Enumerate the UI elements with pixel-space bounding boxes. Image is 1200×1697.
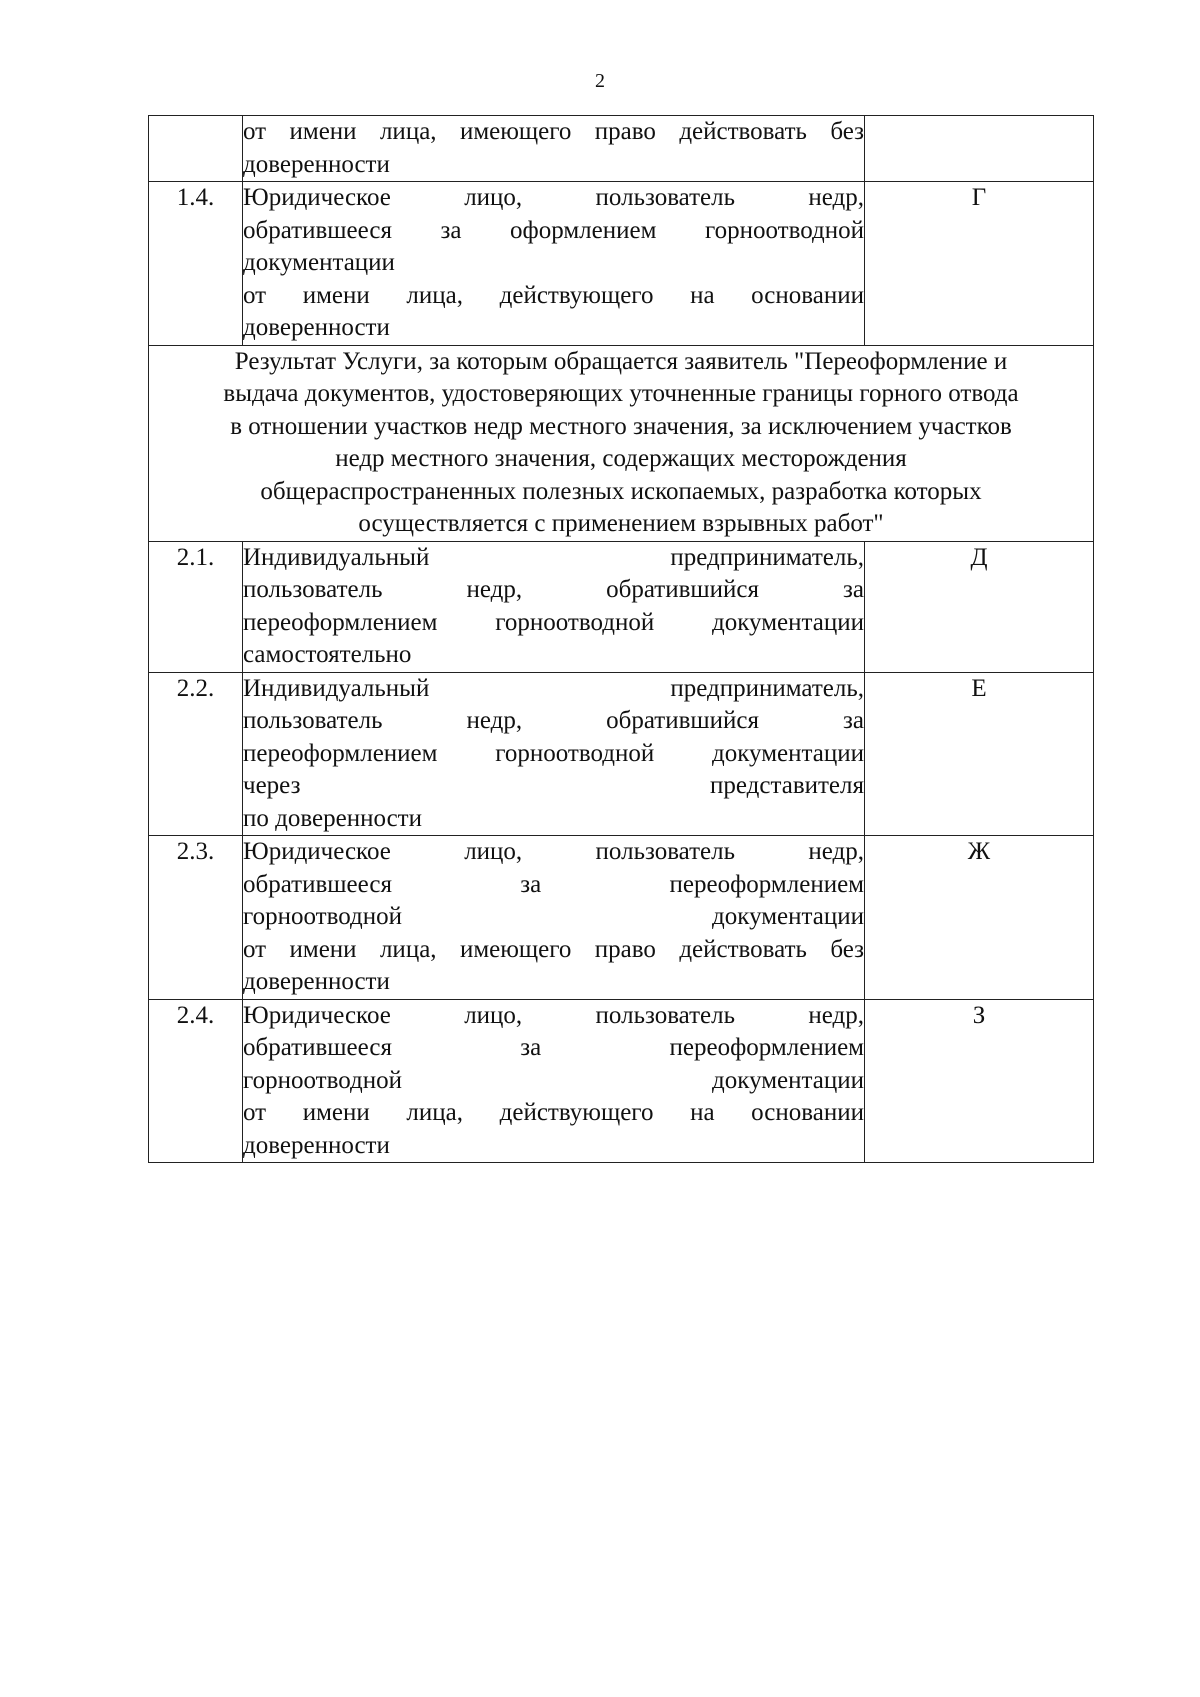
description-line: от имени лица, действующего на основании: [243, 1099, 864, 1126]
section-heading-line: недр местного значения, содержащих месторождения: [335, 445, 907, 472]
row-code: Ж: [865, 836, 1094, 1000]
row-description: [243, 672, 865, 836]
row-number: 2.1.: [149, 541, 243, 672]
row-code: [865, 116, 1094, 182]
row-number: [149, 116, 243, 182]
section-heading-line: осуществляется с применением взрывных работ": [358, 510, 884, 537]
description-line: пользователь недр, обратившийся за: [243, 707, 864, 734]
section-heading: [149, 345, 1094, 541]
row-code: З: [865, 999, 1094, 1163]
description-line: самостоятельно: [243, 641, 412, 668]
table-row: [149, 672, 1094, 836]
row-code: Д: [865, 541, 1094, 672]
description-line: горноотводной документации: [243, 1066, 864, 1094]
document-table: [148, 115, 1094, 1163]
section-heading-line: выдача документов, удостоверяющих уточненные границы горного отвода: [223, 380, 1019, 407]
description-line: Юридическое лицо, пользователь недр,: [243, 838, 864, 865]
description-line: Юридическое лицо, пользователь недр,: [243, 1001, 864, 1029]
description-line: Индивидуальный предприниматель,: [243, 674, 864, 702]
description-line: от имени лица, имеющего право действовать без: [243, 118, 864, 145]
description-line: переоформлением горноотводной документации: [243, 608, 864, 636]
section-heading-row: [149, 345, 1094, 541]
table-row: [149, 836, 1094, 1000]
description-line: переоформлением горноотводной документации: [243, 739, 864, 767]
table-row: [149, 541, 1094, 672]
row-number: 2.2.: [149, 672, 243, 836]
row-code: Е: [865, 672, 1094, 836]
page-number: 2: [595, 70, 605, 92]
row-description: [243, 116, 865, 182]
table-row: [149, 999, 1094, 1163]
description-line: обратившееся за оформлением горноотводной: [243, 216, 864, 244]
table-body: [149, 116, 1094, 1163]
description-line: обратившееся за переоформлением: [243, 870, 864, 898]
description-line: доверенности: [243, 314, 390, 341]
description-line: горноотводной документации: [243, 903, 864, 930]
description-line: доверенности: [243, 150, 390, 178]
description-line: Индивидуальный предприниматель,: [243, 543, 864, 571]
description-line: доверенности: [243, 1131, 390, 1159]
description-line: документации: [243, 249, 395, 276]
table-row-continuation: [149, 116, 1094, 182]
section-heading-line: общераспространенных полезных ископаемых, разработка которых: [260, 477, 982, 505]
description-line: по доверенности: [243, 804, 422, 832]
row-description: [243, 836, 865, 1000]
row-description: [243, 541, 865, 672]
description-line: Юридическое лицо, пользователь недр,: [243, 184, 864, 211]
description-line: пользователь недр, обратившийся за: [243, 576, 864, 603]
table-row-1-4: [149, 182, 1094, 346]
description-line: доверенности: [243, 968, 390, 995]
section-heading-line: Результат Услуги, за которым обращается заявитель "Переоформление и: [234, 347, 1008, 375]
description-line: от имени лица, имеющего право действовать без: [243, 935, 864, 963]
description-line: от имени лица, действующего на основании: [243, 281, 864, 309]
description-line: обратившееся за переоформлением: [243, 1034, 864, 1061]
section-heading-line: в отношении участков недр местного значения, за исключением участков: [230, 412, 1012, 440]
description-line: через представителя: [243, 772, 864, 799]
row-number: 2.4.: [149, 999, 243, 1163]
row-description: [243, 999, 865, 1163]
row-number: 1.4.: [149, 182, 243, 346]
row-number: 2.3.: [149, 836, 243, 1000]
row-code: Г: [865, 182, 1094, 346]
row-description: [243, 182, 865, 346]
